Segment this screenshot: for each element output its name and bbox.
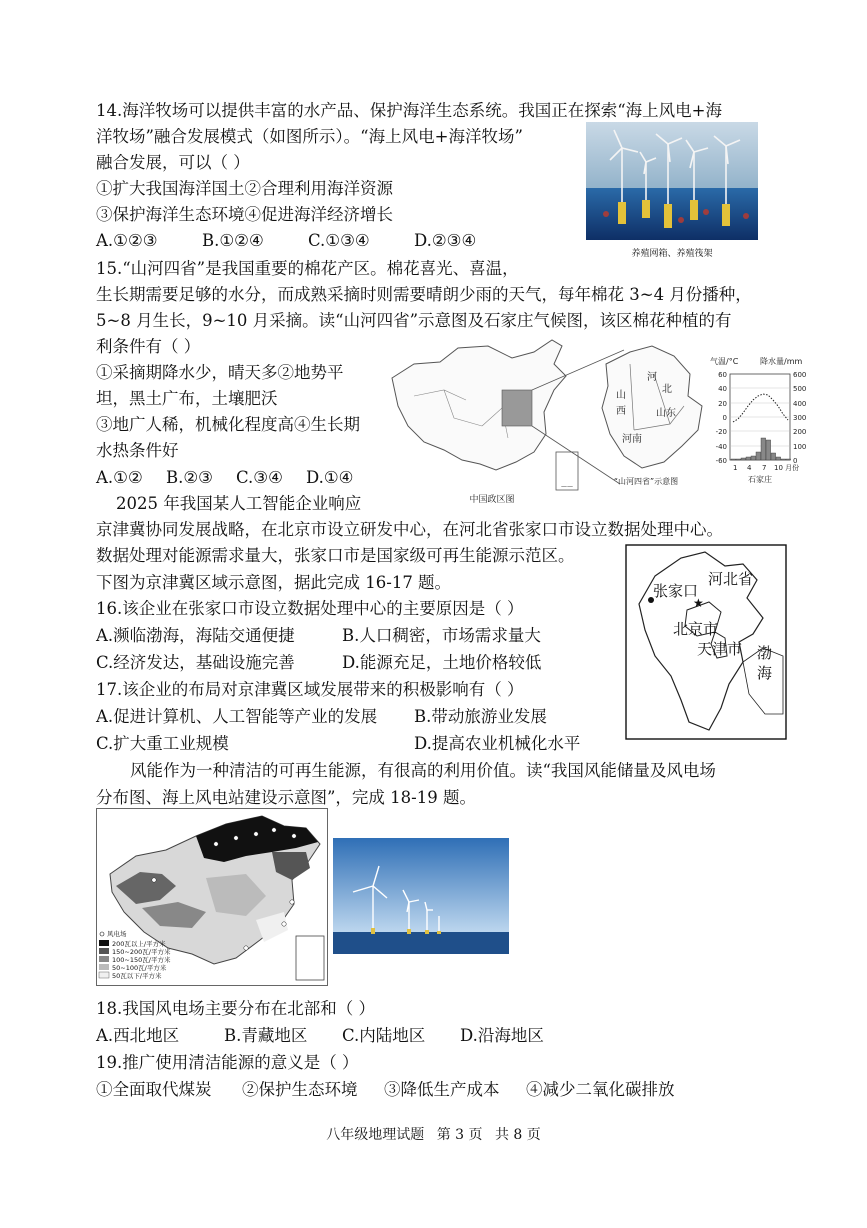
precip-tick-400: 400 <box>793 400 807 408</box>
temp-tick-m20: -20 <box>715 428 727 436</box>
q18-option-c: C.内陆地区 <box>342 1026 426 1045</box>
zhangjiakou-label: 张家口 <box>653 582 699 600</box>
q15-option-c: C.③④ <box>236 468 283 487</box>
offshore-wind-photo <box>333 838 509 954</box>
q15-option-a: A.①② <box>96 468 143 487</box>
precip-tick-600: 600 <box>793 371 807 379</box>
q17-option-c: C.扩大重工业规模 <box>96 734 229 753</box>
bohai-label-2: 海 <box>757 664 773 682</box>
precip-tick-300: 300 <box>793 414 807 422</box>
month-tick-4: 4 <box>747 464 752 472</box>
tianjin-label: 天津市 <box>697 640 743 658</box>
q15-line7: ③地广人稀，机械化程度高④生长期 <box>96 415 360 434</box>
q15-line2: 生长期需要足够的水分，而成熟采摘时则需要晴朗少雨的天气，每年棉花 3~4 月份播种， <box>96 285 752 304</box>
offshore-figure-caption: 养殖网箱、养殖筏架 <box>631 249 713 259</box>
intro16-line3: 数据处理对能源需求量大，张家口市是国家级可再生能源示范区。 <box>96 546 575 565</box>
q14-line1: 14.海洋牧场可以提供丰富的水产品、保护海洋生态系统。我国正在探索“海上风电+海 <box>96 101 723 120</box>
q18-option-a: A.西北地区 <box>96 1026 180 1045</box>
province-label-henan: 河南 <box>622 434 642 445</box>
legend-150: 150~200瓦/平方米 <box>112 948 171 956</box>
q15-line3: 5~8 月生长，9~10 月采摘。读“山河四省”示意图及石家庄气候图，该区棉花种植的有 <box>96 311 732 330</box>
footer-page: 第 3 页 <box>436 1127 483 1143</box>
province-label-xi: 西 <box>616 406 626 417</box>
q14-line5: ③保护海洋生态环境④促进海洋经济增长 <box>96 205 393 224</box>
q18-stem: 18.我国风电场主要分布在北部和（ ） <box>96 999 375 1018</box>
q19-option-2: ②保护生态环境 <box>242 1080 358 1099</box>
climate-station: 石家庄 <box>748 475 772 484</box>
q16-option-a: A.濒临渤海，海陆交通便捷 <box>96 626 295 645</box>
q14-option-b: B.①②④ <box>202 231 264 250</box>
four-provinces-caption: “山河四省”示意图 <box>613 477 679 486</box>
climate-precip-label: 降水量/mm <box>760 357 803 366</box>
legend-100: 100~150瓦/平方米 <box>112 956 171 964</box>
legend-200: 200瓦以上/平方米 <box>112 940 166 948</box>
q14-line3: 融合发展，可以（ ） <box>96 153 250 172</box>
province-label-shandong: 山东 <box>656 408 676 419</box>
q14-line4: ①扩大我国海洋国土②合理利用海洋资源 <box>96 179 393 198</box>
q19-option-1: ①全面取代煤炭 <box>96 1080 212 1099</box>
climate-temp-label: 气温/°C <box>710 357 739 366</box>
q19-option-3: ③降低生产成本 <box>384 1080 500 1099</box>
temp-tick-20: 20 <box>718 400 727 408</box>
offshore-wind-farm-figure <box>586 122 758 262</box>
q16-option-d: D.能源充足，土地价格较低 <box>342 653 542 672</box>
temp-tick-0: 0 <box>722 414 727 422</box>
precip-tick-500: 500 <box>793 385 807 393</box>
legend-windfarm: 风电场 <box>107 930 127 938</box>
province-label-bei: 北 <box>662 384 672 395</box>
q15-line4: 利条件有（ ） <box>96 337 201 356</box>
hebei-label: 河北省 <box>708 570 754 588</box>
q18-option-d: D.沿海地区 <box>460 1026 544 1045</box>
intro18-line2: 分布图、海上风电站建设示意图”，完成 18-19 题。 <box>96 788 476 807</box>
q14-option-d: D.②③④ <box>414 231 477 250</box>
q15-option-d: D.①④ <box>306 468 354 487</box>
q17-stem: 17.该企业的布局对京津冀区域发展带来的积极影响有（ ） <box>96 680 524 699</box>
q14-option-c: C.①③④ <box>308 231 370 250</box>
intro16-line1: 2025 年我国某人工智能企业响应 <box>116 494 362 513</box>
page-footer <box>0 1124 867 1144</box>
footer-title: 八年级地理试题 <box>326 1127 425 1143</box>
intro16-line4: 下图为京津冀区域示意图，据此完成 16-17 题。 <box>96 573 452 592</box>
province-label-shan: 山 <box>616 390 626 401</box>
month-tick-1: 1 <box>733 464 738 472</box>
shanhe-four-provinces-figure <box>384 334 812 506</box>
q17-option-b: B.带动旅游业发展 <box>414 707 547 726</box>
temp-tick-m40: -40 <box>715 443 727 451</box>
q15-option-b: B.②③ <box>166 468 213 487</box>
precip-tick-100: 100 <box>793 443 807 451</box>
svg-text:——: —— <box>561 483 573 490</box>
q15-line5: ①采摘期降水少，晴天多②地势平 <box>96 363 344 382</box>
month-tick-10: 10 月份 <box>774 464 800 472</box>
q14-line2: 洋牧场”融合发展模式（如图所示）。“海上风电+海洋牧场” <box>96 127 523 146</box>
month-tick-7: 7 <box>762 464 767 472</box>
temp-tick-60: 60 <box>718 371 727 379</box>
jingjinji-map <box>625 544 787 740</box>
legend-50: 50~100瓦/平方米 <box>112 964 167 972</box>
precip-tick-0: 0 <box>793 457 798 465</box>
q19-option-4: ④减少二氧化碳排放 <box>526 1080 675 1099</box>
bohai-label-1: 渤 <box>757 644 773 662</box>
q14-option-a: A.①②③ <box>96 231 158 250</box>
wind-energy-map <box>96 808 328 986</box>
q15-line8: 水热条件好 <box>96 441 179 460</box>
footer-total: 共 8 页 <box>494 1127 541 1143</box>
q17-option-d: D.提高农业机械化水平 <box>414 734 581 753</box>
q18-option-b: B.青藏地区 <box>224 1026 308 1045</box>
q16-option-c: C.经济发达，基础设施完善 <box>96 653 295 672</box>
precip-tick-200: 200 <box>793 428 807 436</box>
q15-line6: 坦，黑土广布，土壤肥沃 <box>96 389 278 408</box>
q16-option-b: B.人口稠密，市场需求量大 <box>342 626 541 645</box>
q16-stem: 16.该企业在张家口市设立数据处理中心的主要原因是（ ） <box>96 599 524 618</box>
temp-tick-m60: -60 <box>715 457 727 465</box>
q15-line1: 15.“山河四省”是我国重要的棉花产区。棉花喜光、喜温， <box>96 259 519 278</box>
intro16-line2: 京津冀协同发展战略，在北京市设立研发中心，在河北省张家口市设立数据处理中心。 <box>96 520 723 539</box>
province-label-he: 河 <box>647 372 657 383</box>
beijing-label: 北京市 <box>673 620 719 638</box>
china-map-caption: 中国政区图 <box>469 495 515 505</box>
temp-tick-40: 40 <box>718 385 727 393</box>
legend-below50: 50瓦以下/平方米 <box>112 972 162 980</box>
q17-option-a: A.促进计算机、人工智能等产业的发展 <box>96 707 378 726</box>
q19-stem: 19.推广使用清洁能源的意义是（ ） <box>96 1053 359 1072</box>
beijing-star-icon: ★ <box>693 596 704 610</box>
intro18-line1: 风能作为一种清洁的可再生能源，有很高的利用价值。读“我国风能储量及风电场 <box>130 761 716 780</box>
